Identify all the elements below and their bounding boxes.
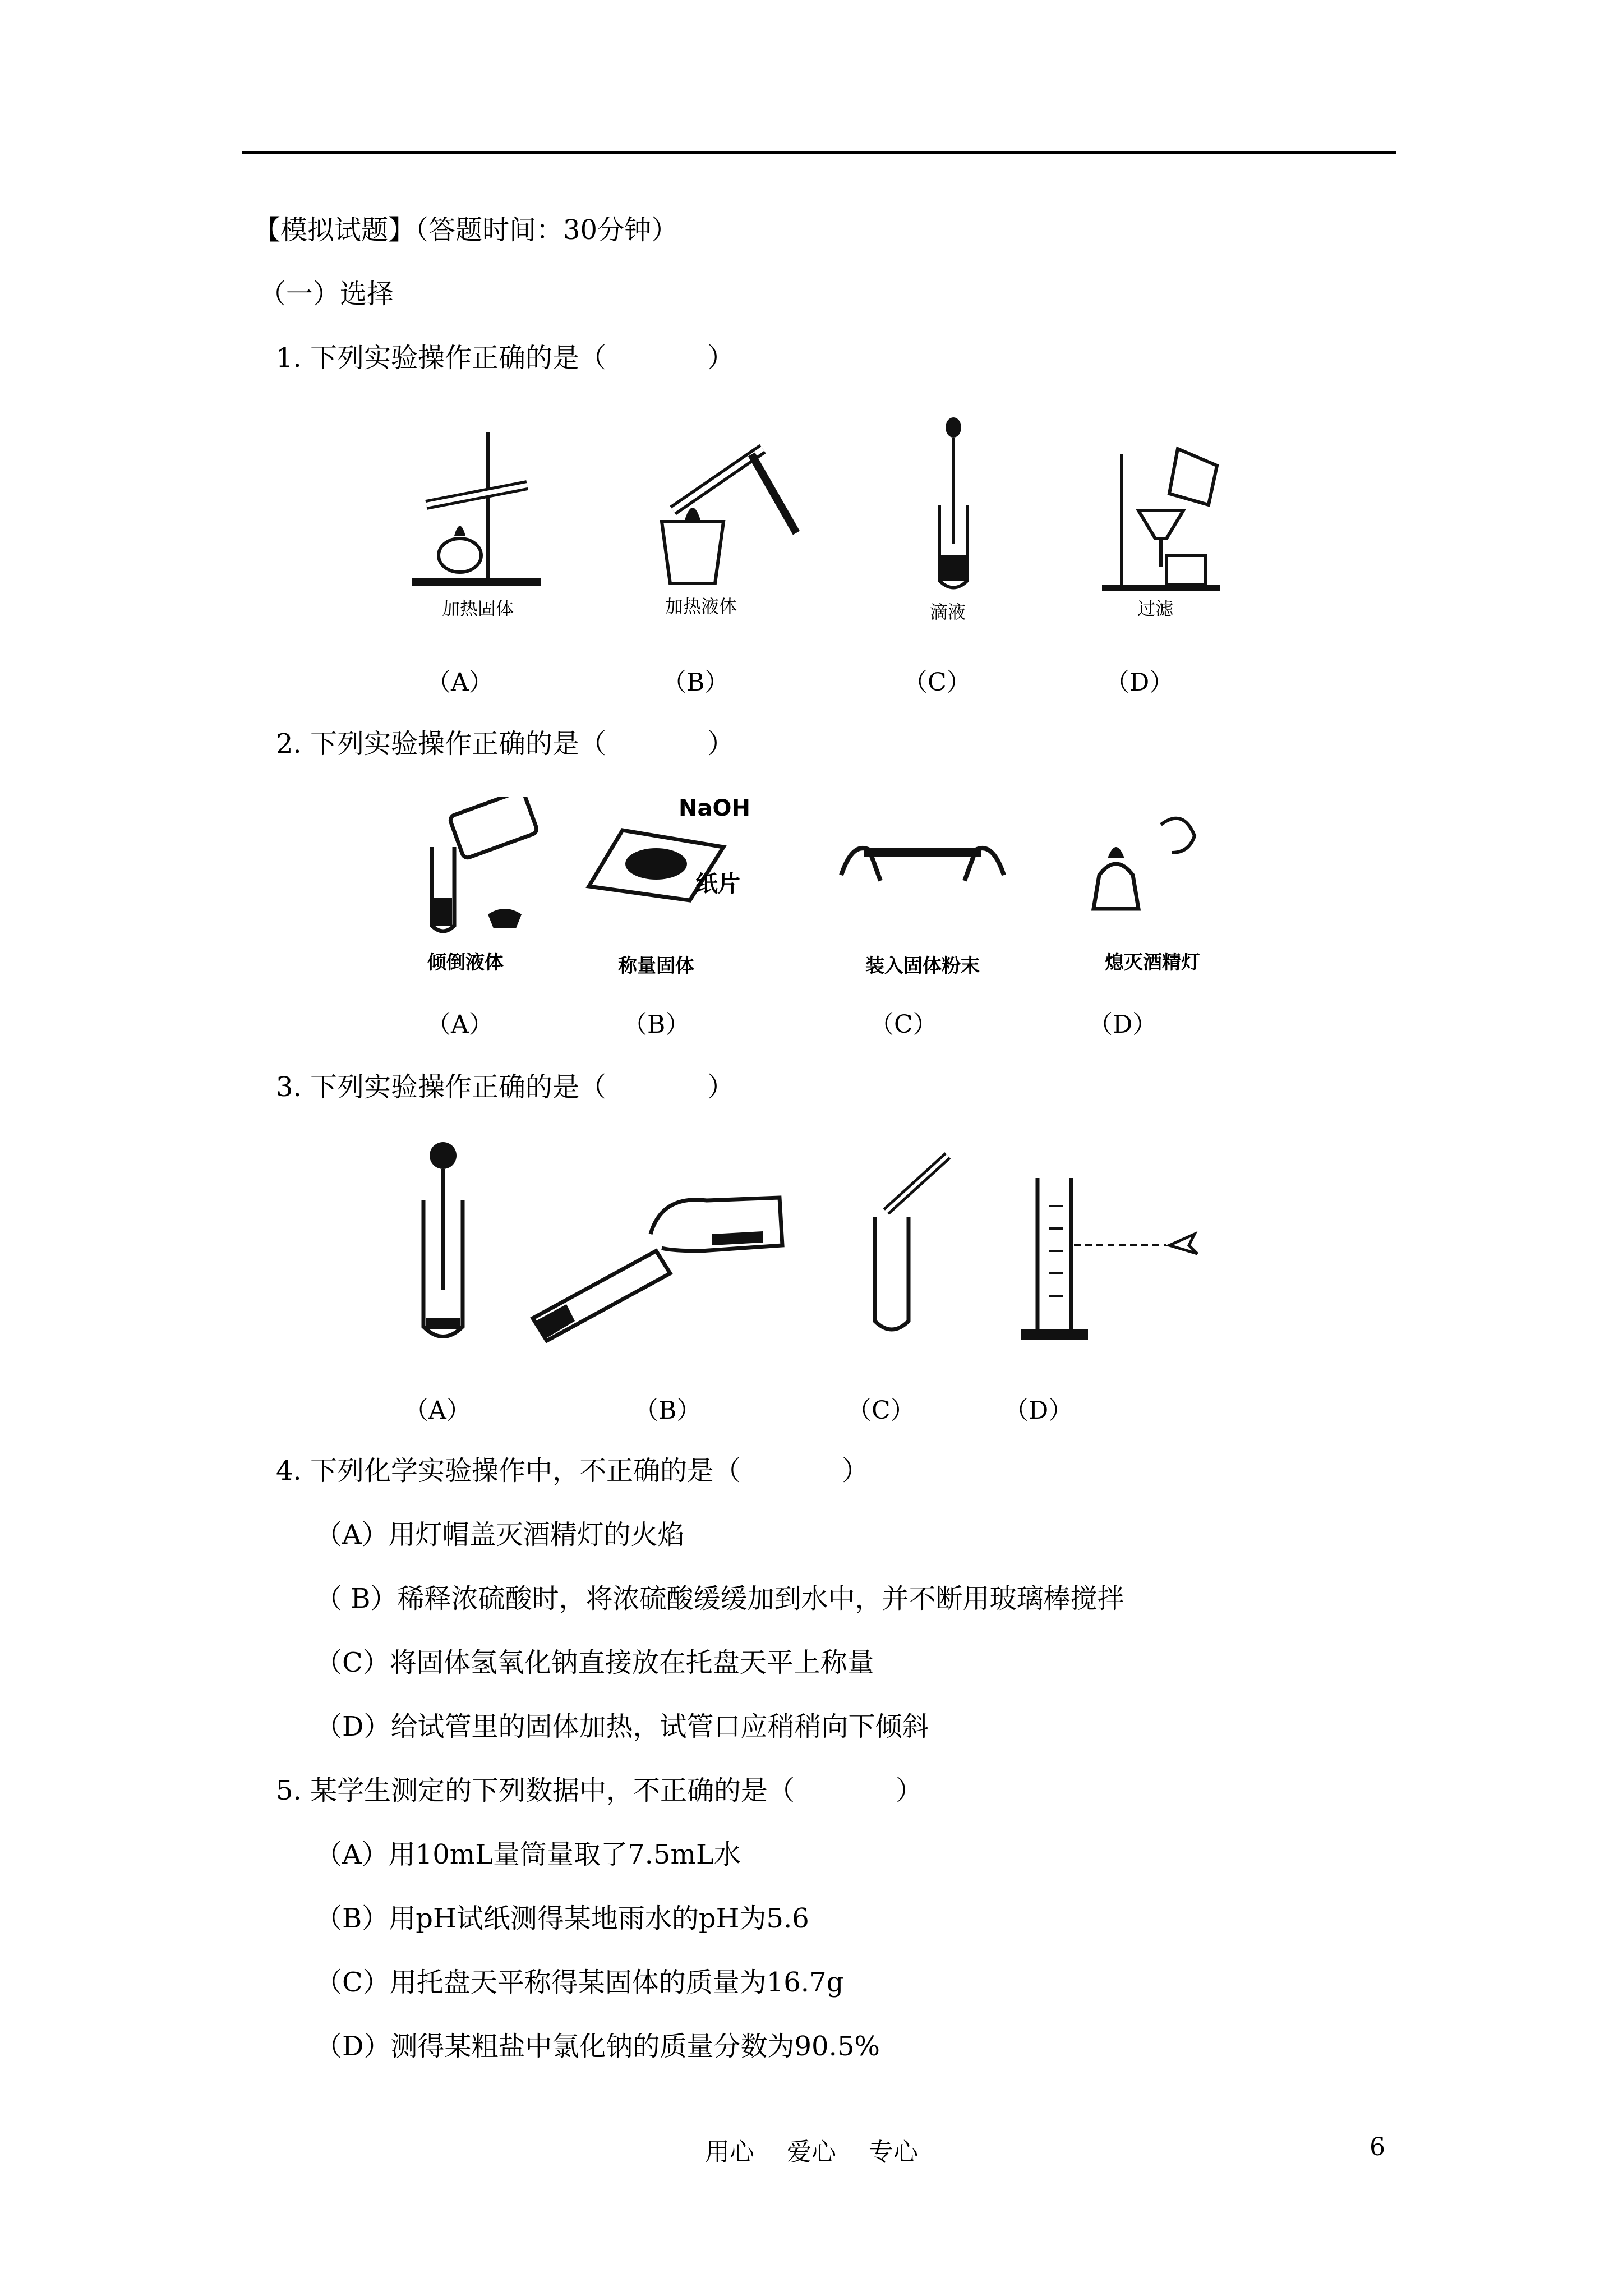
q3-option-b: （B） <box>634 1396 702 1425</box>
q3-option-d: （D） <box>1004 1396 1073 1425</box>
q4-option-d: （D）给试管里的固体加热，试管口应稍稍向下倾斜 <box>315 1711 929 1742</box>
q2-option-a: （A） <box>426 1010 494 1039</box>
question-1-stem: 1. 下列实验操作正确的是（ ） <box>276 342 735 374</box>
q4-option-a: （A）用灯帽盖灭酒精灯的火焰 <box>315 1519 685 1550</box>
q3-figure-c <box>858 1150 959 1341</box>
question-4-stem: 4. 下列化学实验操作中，不正确的是（ ） <box>276 1455 869 1487</box>
q1-figure-b <box>639 426 808 589</box>
q5-option-a: （A）用10mL量筒量取了7.5mL水 <box>315 1839 741 1870</box>
q3-figure-d <box>1015 1172 1206 1346</box>
q3-option-a: （A） <box>404 1396 471 1425</box>
q4-option-b: （ B）稀释浓硫酸时，将浓硫酸缓缓加到水中，并不断用玻璃棒搅拌 <box>315 1583 1124 1614</box>
q5-option-d: （D）测得某粗盐中氯化钠的质量分数为90.5% <box>315 2031 880 2062</box>
q5-option-c: （C）用托盘天平称得某固体的质量为16.7g <box>315 1967 844 1998</box>
q2-label-naoh: NaOH <box>679 795 750 821</box>
heating-solid-apparatus-icon <box>409 421 544 589</box>
q3-figure-b <box>522 1184 791 1346</box>
tube-with-spatula-icon <box>858 1150 959 1341</box>
q5-option-b: （B）用pH试纸测得某地雨水的pH为5.6 <box>315 1903 809 1934</box>
loading-powder-icon <box>830 825 1015 909</box>
q2-figure-a <box>409 797 538 937</box>
header-rule <box>242 151 1396 154</box>
q3-option-c: （C） <box>847 1396 915 1425</box>
q1-option-b: （B） <box>662 668 730 697</box>
q2-option-d: （D） <box>1088 1010 1158 1039</box>
q2-label-paper: 纸片 <box>695 871 740 897</box>
q1-caption-a: 加热固体 <box>441 598 514 619</box>
q2-caption-a: 倾倒液体 <box>427 951 504 974</box>
dropper-tube-icon <box>920 415 987 595</box>
section-heading: （一）选择 <box>259 278 394 310</box>
exam-title: 【模拟试题】（答题时间：30分钟） <box>253 214 679 246</box>
q4-option-c: （C）将固体氢氧化钠直接放在托盘天平上称量 <box>315 1647 874 1678</box>
q3-figure-a <box>409 1139 477 1346</box>
q1-option-c: （C） <box>903 668 971 697</box>
question-5-stem: 5. 某学生测定的下列数据中，不正确的是（ ） <box>276 1775 923 1806</box>
q2-option-c: （C） <box>869 1010 938 1039</box>
q2-option-b: （B） <box>623 1010 690 1039</box>
dropper-in-tube-icon <box>409 1139 477 1346</box>
question-3-stem: 3. 下列实验操作正确的是（ ） <box>276 1071 735 1103</box>
pouring-liquid-icon <box>409 797 538 937</box>
q1-option-a: （A） <box>426 668 494 697</box>
footer-motto-1: 用心 <box>705 2138 754 2166</box>
q2-caption-d: 熄灭酒精灯 <box>1105 951 1200 974</box>
page-number: 6 <box>1370 2133 1385 2161</box>
q2-figure-c <box>830 825 1015 909</box>
q2-caption-b: 称量固体 <box>618 955 694 977</box>
q1-figure-c <box>920 415 987 595</box>
q1-caption-b: 加热液体 <box>665 596 737 617</box>
q1-caption-d: 过滤 <box>1137 598 1173 619</box>
extinguish-lamp-icon <box>1077 802 1223 920</box>
q2-figure-d <box>1077 802 1223 920</box>
graduated-cylinder-reading-icon <box>1015 1172 1206 1346</box>
footer-motto-2: 爱心 <box>787 2138 836 2166</box>
footer-motto-3: 专心 <box>869 2138 918 2166</box>
heating-liquid-apparatus-icon <box>639 426 808 589</box>
q1-figure-a <box>409 421 544 589</box>
q2-caption-c: 装入固体粉末 <box>865 955 980 977</box>
question-2-stem: 2. 下列实验操作正确的是（ ） <box>276 728 735 760</box>
filtration-apparatus-icon <box>1099 426 1228 595</box>
q1-figure-d <box>1099 426 1228 595</box>
q1-caption-c: 滴液 <box>929 601 966 623</box>
pouring-into-tilted-tube-icon <box>522 1184 791 1346</box>
q1-option-d: （D） <box>1105 668 1174 697</box>
